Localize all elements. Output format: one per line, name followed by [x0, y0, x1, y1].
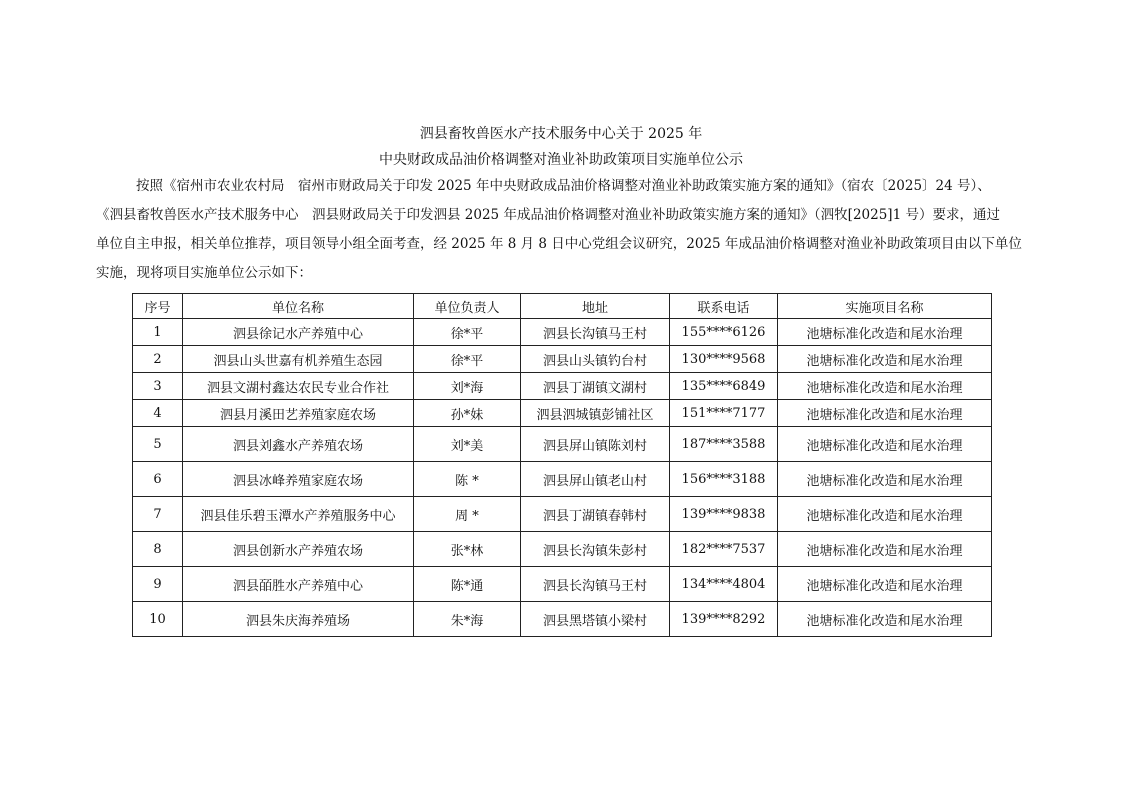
cell-phone: 139****9838 [670, 497, 778, 532]
table-row [133, 400, 992, 427]
cell-phone: 134****4804 [670, 567, 778, 602]
cell-unit-name: 泗县徐记水产养殖中心 [183, 319, 414, 346]
cell-project: 池塘标准化改造和尾水治理 [778, 427, 992, 462]
cell-project: 池塘标准化改造和尾水治理 [778, 567, 992, 602]
cell-project: 池塘标准化改造和尾水治理 [778, 319, 992, 346]
cell-person: 陈*通 [414, 567, 521, 602]
cell-seq: 4 [133, 400, 183, 427]
cell-address: 泗县丁湖镇文湖村 [521, 373, 670, 400]
cell-person: 朱*海 [414, 602, 521, 637]
cell-address: 泗县长沟镇朱彭村 [521, 532, 670, 567]
table-row [133, 427, 992, 462]
cell-seq: 5 [133, 427, 183, 462]
paragraph-line: 单位自主申报，相关单位推荐，项目领导小组全面考查，经 2025 年 8 月 8 日中心党组会议研究，2025 年成品油价格调整对渔业补助政策项目由以下单位 [96, 236, 1022, 252]
table-row [133, 346, 992, 373]
cell-seq: 2 [133, 346, 183, 373]
header-project: 实施项目名称 [778, 294, 992, 319]
table-row [133, 462, 992, 497]
cell-seq: 3 [133, 373, 183, 400]
paragraph-line: 实施，现将项目实施单位公示如下： [96, 265, 312, 281]
cell-seq: 8 [133, 532, 183, 567]
cell-project: 池塘标准化改造和尾水治理 [778, 602, 992, 637]
document-title-line-1: 泗县畜牧兽医水产技术服务中心关于 2025 年 [419, 126, 703, 142]
cell-phone: 182****7537 [670, 532, 778, 567]
header-phone: 联系电话 [670, 294, 778, 319]
cell-person: 徐*平 [414, 319, 521, 346]
cell-person: 张*林 [414, 532, 521, 567]
header-unit-name: 单位名称 [183, 294, 414, 319]
header-person: 单位负责人 [414, 294, 521, 319]
announcement-paragraph [96, 172, 1036, 288]
cell-unit-name: 泗县朱庆海养殖场 [183, 602, 414, 637]
table-header-row [133, 294, 992, 319]
cell-project: 池塘标准化改造和尾水治理 [778, 373, 992, 400]
cell-address: 泗县长沟镇马王村 [521, 319, 670, 346]
table-row [133, 319, 992, 346]
cell-person: 孙*妹 [414, 400, 521, 427]
cell-project: 池塘标准化改造和尾水治理 [778, 400, 992, 427]
cell-unit-name: 泗县文湖村鑫达农民专业合作社 [183, 373, 414, 400]
cell-project: 池塘标准化改造和尾水治理 [778, 462, 992, 497]
cell-seq: 6 [133, 462, 183, 497]
cell-seq: 7 [133, 497, 183, 532]
cell-unit-name: 泗县冰峰养殖家庭农场 [183, 462, 414, 497]
cell-phone: 135****6849 [670, 373, 778, 400]
document-title-line-2: 中央财政成品油价格调整对渔业补助政策项目实施单位公示 [379, 152, 743, 168]
paragraph-line: 按照《宿州市农业农村局 宿州市财政局关于印发 2025 年中央财政成品油价格调整对渔业补助政策实施方案的通知》（宿农〔2025〕24 号）、 [136, 178, 991, 194]
table-row [133, 567, 992, 602]
cell-person: 刘*海 [414, 373, 521, 400]
cell-address: 泗县屏山镇陈刘村 [521, 427, 670, 462]
cell-unit-name: 泗县刘鑫水产养殖农场 [183, 427, 414, 462]
table-row [133, 373, 992, 400]
cell-person: 陈 * [414, 462, 521, 497]
cell-unit-name: 泗县创新水产养殖农场 [183, 532, 414, 567]
paragraph-line: 《泗县畜牧兽医水产技术服务中心 泗县财政局关于印发泗县 2025 年成品油价格调整对渔业补助政策实施方案的通知》（泗牧[2025]1 号）要求，通过 [96, 207, 1000, 223]
cell-phone: 151****7177 [670, 400, 778, 427]
cell-project: 池塘标准化改造和尾水治理 [778, 532, 992, 567]
cell-unit-name: 泗县月溪田艺养殖家庭农场 [183, 400, 414, 427]
cell-seq: 9 [133, 567, 183, 602]
table-row [133, 602, 992, 637]
cell-address: 泗县泗城镇彭铺社区 [521, 400, 670, 427]
implementation-units-table [132, 293, 992, 637]
cell-person: 徐*平 [414, 346, 521, 373]
cell-project: 池塘标准化改造和尾水治理 [778, 346, 992, 373]
cell-person: 刘*美 [414, 427, 521, 462]
cell-seq: 1 [133, 319, 183, 346]
cell-address: 泗县屏山镇老山村 [521, 462, 670, 497]
header-address: 地址 [521, 294, 670, 319]
cell-unit-name: 泗县皕胜水产养殖中心 [183, 567, 414, 602]
cell-phone: 156****3188 [670, 462, 778, 497]
cell-project: 池塘标准化改造和尾水治理 [778, 497, 992, 532]
cell-phone: 187****3588 [670, 427, 778, 462]
cell-unit-name: 泗县佳乐碧玉潭水产养殖服务中心 [183, 497, 414, 532]
table-row [133, 497, 992, 532]
cell-address: 泗县丁湖镇春韩村 [521, 497, 670, 532]
cell-address: 泗县山头镇钓台村 [521, 346, 670, 373]
table-row [133, 532, 992, 567]
cell-unit-name: 泗县山头世嘉有机养殖生态园 [183, 346, 414, 373]
cell-address: 泗县黑塔镇小梁村 [521, 602, 670, 637]
cell-phone: 139****8292 [670, 602, 778, 637]
cell-phone: 155****6126 [670, 319, 778, 346]
header-seq: 序号 [133, 294, 183, 319]
cell-phone: 130****9568 [670, 346, 778, 373]
cell-seq: 10 [133, 602, 183, 637]
cell-address: 泗县长沟镇马王村 [521, 567, 670, 602]
cell-person: 周 * [414, 497, 521, 532]
